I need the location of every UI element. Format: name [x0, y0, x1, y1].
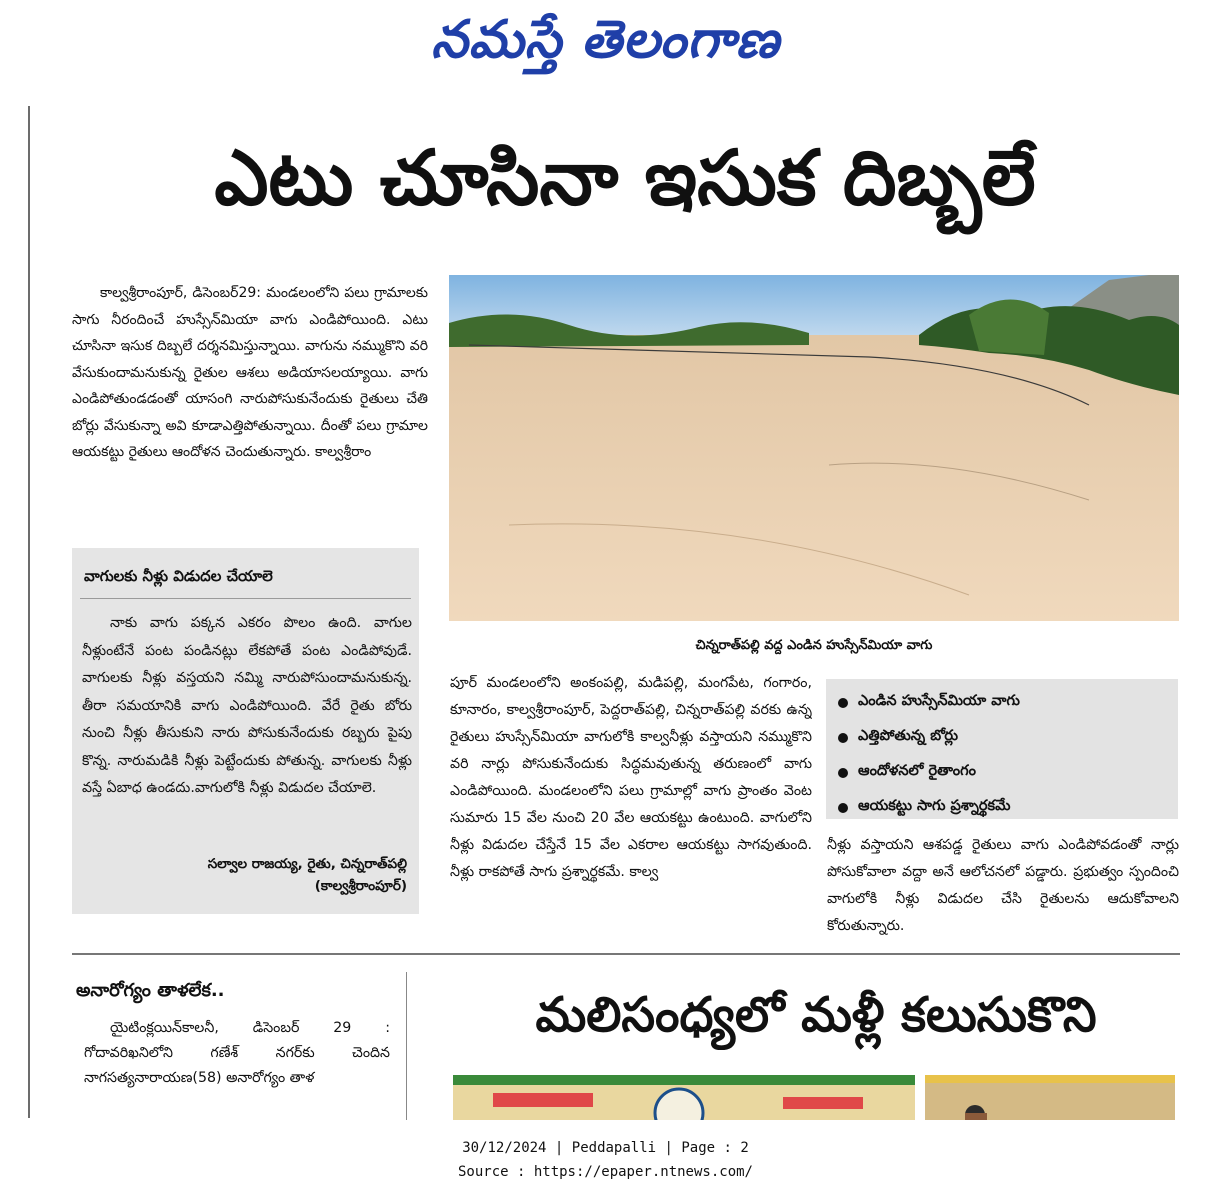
- event-banner-photo: [453, 1075, 915, 1120]
- page-footer: [0, 1136, 1211, 1184]
- second-story-text: యైటింక్లయిన్‌కాలనీ, డిసెంబర్ 29 : గోదావరిఖనిలోని గణేశ్ నగర్‌కు చెందిన నాగసత్యనారాయణ(58) అనారోగ్యం తాళ: [84, 1020, 390, 1086]
- farmer-quote-box: [72, 548, 419, 914]
- bullet-icon: [838, 733, 848, 743]
- article-continuation-right: నీళ్లు వస్తాయని ఆశపడ్డ రైతులు వాగు ఎండిపోవడంతో నార్లు పోసుకోవాలా వద్దా అనే ఆలోచనలో పడ్డారు. ప్రభుత్వం స్పందించి వాగులోకి నీళ్లు విడుదల చేసి రైతులను ఆదుకోవాలని కోరుతున్నారు.: [827, 837, 1179, 934]
- footer-edition-info: 30/12/2024 | Peddapalli | Page : 2: [462, 1140, 749, 1156]
- quote-signature-name: సల్వాల రాజయ్య, రైతు, చిన్నరాత్‌పల్లి: [207, 856, 407, 872]
- main-headline: ఎటు చూసినా ఇసుక దిబ్బలే: [214, 133, 1036, 222]
- highlight-item: [838, 685, 1178, 720]
- bullet-icon: [838, 768, 848, 778]
- highlight-text: ఆందోళనలో రైతాంగం: [858, 762, 976, 779]
- quote-signature-place: (కాల్వశ్రీరాంపూర్): [314, 878, 407, 894]
- dry-stream-photo: [449, 275, 1179, 621]
- highlight-item: [838, 755, 1178, 790]
- footer-source-link[interactable]: Source : https://epaper.ntnews.com/: [457, 1164, 753, 1180]
- newspaper-logo: నమస్తే తెలంగాణ: [431, 9, 780, 70]
- masthead: [0, 0, 1211, 80]
- bullet-icon: [838, 698, 848, 708]
- highlights-box: [826, 679, 1178, 819]
- highlight-item: [838, 790, 1178, 825]
- event-stage-photo: [925, 1075, 1175, 1120]
- highlight-text: ఆయకట్టు సాగు ప్రశ్నార్థకమే: [858, 797, 1011, 814]
- photo-caption: చిన్నరాత్‌పల్లి వద్ద ఎండిన హుస్సేన్‌మియా వాగు: [695, 638, 933, 653]
- second-story-title: అనారోగ్యం తాళలేక..: [76, 980, 225, 1001]
- page-left-rule: [28, 106, 30, 1118]
- bullet-icon: [838, 803, 848, 813]
- dry-stream-photo-image: [449, 275, 1179, 621]
- quote-signature: [208, 853, 407, 897]
- highlight-text: ఎత్తిపోతున్న బోర్లు: [858, 727, 959, 744]
- second-story-body: [84, 1016, 390, 1120]
- quote-box-body: [82, 610, 412, 803]
- quote-box-divider: [80, 598, 411, 599]
- third-story-headline: మలిసంధ్యలో మళ్లీ కలుసుకొని: [535, 987, 1097, 1043]
- highlight-text: ఎండిన హుస్సేన్‌మియా వాగు: [858, 692, 1020, 709]
- highlight-item: [838, 720, 1178, 755]
- quote-box-text: నాకు వాగు పక్కన ఎకరం పొలం ఉంది. వాగుల నీళ్లుంటేనే పంట పండినట్లు లేకపోతే పంట ఎండిపోవుడే. వాగులకు నీళ్లు వస్తయని నమ్మి నారుపోసుందామనుకున్న. తీరా సమయానికి వాగు ఎండిపోయింది. వేరే రైతు బోరు నుంచి నీళ్లు తీసుకుని నారు పోసుకునేందుకు రబ్బరు పైపు కొన్న. నారుమడికి నీళ్లు పెట్టేందుకు పోతున్న. వాగులకు నీళ్లు వస్తే ఏబాధ ఉండదు.వాగులోకి నీళ్లు విడుదల చేయాలె.: [82, 615, 412, 796]
- lead-article: [72, 280, 428, 466]
- quote-box-title: వాగులకు నీళ్లు విడుదల చేయాలె: [84, 567, 273, 585]
- event-banner-image: [453, 1075, 915, 1120]
- column-divider: [406, 972, 407, 1120]
- event-stage-image: [925, 1075, 1175, 1120]
- article-continuation-middle: పూర్ మండలంలోని అంకంపల్లి, మడిపల్లి, మంగపేట, గంగారం, కూనారం, కాల్వశ్రీరాంపూర్, పెద్దరాత్‌పల్లి, చిన్నరాత్‌పల్లి వరకు ఉన్న రైతులు హుస్సేన్‌మియా వాగులోకి కాల్వనీళ్లు వస్తాయని నమ్ముకొని వరి నార్లు పోసుకునేందుకు సిద్ధమవుతున్న తరుణంలో వాగు ఎండిపోయింది. మండలంలోని పలు గ్రామాల్లో వాగు ప్రాంతం వెంట సుమారు 15 వేల నుంచి 20 వేల ఆయకట్టు ఉంటుంది. వాగులోని నీళ్లు విడుదల చేస్తేనే 15 వేల ఎకరాల ఆయకట్టు సాగవుతుంది. నీళ్లు రాకపోతే సాగు ప్రశ్నార్థకమే. కాల్వ: [450, 675, 812, 880]
- section-divider: [72, 953, 1180, 955]
- lead-article-text: కాల్వశ్రీరాంపూర్, డిసెంబర్29: మండలంలోని పలు గ్రామాలకు సాగు నీరందించే హుస్సేన్‌మియా వాగు ఎండిపోయింది. ఎటు చూసినా ఇసుక దిబ్బలే దర్శనమిస్తున్నాయి. వాగును నమ్ముకొని వరి వేసుకుందామనుకున్న రైతుల ఆశలు అడియాసలయ్యాయి. వాగు ఎండిపోతుండడంతో యాసంగి నారుపోసుకునేందుకు రైతులు చేతి బోర్లు వేసుకున్నా అవి కూడాఎత్తిపోతున్నాయి. దీంతో పలు గ్రామాల ఆయకట్టు రైతులు ఆందోళన చెందుతున్నారు. కాల్వశ్రీరాం: [72, 285, 428, 460]
